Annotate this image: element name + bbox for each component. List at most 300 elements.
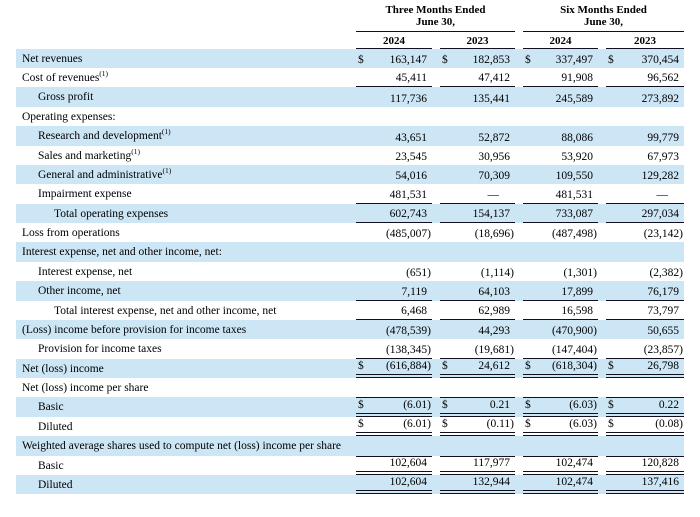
amount-value: (0.11) [486, 418, 514, 431]
column-gap [598, 87, 606, 106]
table-row [16, 107, 684, 126]
amount-value: (618,304) [551, 360, 597, 372]
table-row [16, 223, 684, 242]
table-row [16, 320, 684, 339]
value-cell [523, 359, 598, 378]
value-cell [440, 378, 515, 397]
column-gap [515, 262, 523, 281]
value-cell [606, 436, 684, 455]
amount-value: 53,920 [561, 150, 593, 163]
column-gap [432, 456, 440, 475]
value-cell [606, 242, 684, 261]
value-cell [606, 378, 684, 397]
column-gap [432, 417, 440, 436]
amount-value: 47,412 [478, 72, 510, 85]
column-gap [515, 223, 523, 242]
row-label: Other income, net [38, 285, 121, 298]
table-row [16, 262, 684, 281]
column-gap [432, 49, 440, 68]
amount-value: 44,293 [478, 325, 510, 338]
table-row [16, 417, 684, 436]
dollar-sign: $ [358, 418, 364, 431]
value-cell [440, 417, 515, 436]
table-row [16, 87, 684, 106]
value-cell [356, 339, 432, 358]
column-gap [515, 184, 523, 203]
value-cell [440, 87, 515, 106]
table-row [16, 242, 684, 261]
amount-value: (23,857) [643, 343, 683, 356]
row-label: Research and development$^{(1)}$ [38, 127, 171, 143]
value-cell [440, 301, 515, 320]
amount-value: 273,892 [641, 92, 679, 105]
value-cell [606, 49, 684, 68]
value-cell [356, 359, 432, 378]
dollar-sign: $ [442, 54, 448, 66]
dollar-sign: $ [525, 418, 531, 431]
value-cell [440, 107, 515, 126]
header-spacer [515, 4, 523, 32]
amount-value: 17,899 [561, 285, 593, 298]
table-row [16, 456, 684, 475]
amount-value: — [656, 188, 668, 201]
column-gap [598, 301, 606, 320]
amount-value: 45,411 [395, 72, 427, 85]
row-label: Basic [38, 459, 64, 472]
amount-value: (651) [406, 267, 431, 280]
amount-value: 120,828 [641, 456, 679, 469]
column-gap [515, 204, 523, 223]
value-cell [440, 320, 515, 339]
amount-value: (1,301) [563, 267, 597, 280]
value-cell [440, 281, 515, 300]
amount-value: 54,016 [395, 170, 427, 183]
amount-value: 132,944 [472, 476, 510, 489]
row-label: Gross profit [38, 91, 94, 104]
row-label: Weighted average shares used to compute net (loss) income per share [22, 440, 342, 453]
column-gap [432, 204, 440, 223]
year-header-q-2024: 2024 [356, 33, 432, 49]
value-cell [356, 417, 432, 436]
value-cell [523, 417, 598, 436]
column-gap [432, 68, 440, 87]
three-months-ended-line2: June 30, [415, 16, 456, 29]
dollar-sign: $ [608, 360, 614, 372]
value-cell [356, 320, 432, 339]
column-gap [515, 146, 523, 165]
column-gap [432, 126, 440, 145]
value-cell [440, 359, 515, 378]
column-gap [515, 397, 523, 416]
row-label: Impairment expense [38, 188, 132, 201]
value-cell [356, 87, 432, 106]
column-gap [432, 107, 440, 126]
value-cell [523, 146, 598, 165]
amount-value: 733,087 [555, 208, 593, 220]
amount-value: 91,908 [561, 72, 593, 85]
column-gap [432, 184, 440, 203]
column-gap [598, 262, 606, 281]
column-gap [515, 107, 523, 126]
amount-value: 297,034 [641, 208, 679, 220]
value-cell [606, 456, 684, 475]
value-cell [606, 281, 684, 300]
value-cell [523, 320, 598, 339]
column-gap [598, 475, 606, 494]
value-cell [356, 49, 432, 68]
column-gap [432, 281, 440, 300]
amount-value: 96,562 [647, 72, 679, 85]
value-cell [523, 165, 598, 184]
table-row [16, 378, 684, 397]
row-label: Diluted [38, 420, 73, 433]
value-cell [356, 281, 432, 300]
value-cell [606, 359, 684, 378]
column-gap [598, 68, 606, 87]
amount-value: 62,989 [478, 304, 510, 317]
column-gap [515, 301, 523, 320]
value-cell [606, 126, 684, 145]
column-gap [515, 417, 523, 436]
row-label: Sales and marketing$^{(1)}$ [38, 146, 141, 162]
amount-value: (6.03) [569, 398, 597, 411]
amount-value: 154,137 [472, 208, 510, 220]
year-header-h-2023: 2023 [606, 33, 684, 49]
value-cell [523, 378, 598, 397]
column-gap [598, 49, 606, 68]
column-gap [432, 146, 440, 165]
column-gap [598, 378, 606, 397]
table-row [16, 339, 684, 358]
amount-value: 102,604 [389, 476, 427, 489]
amount-value: 117,736 [390, 92, 427, 105]
column-gap [598, 436, 606, 455]
value-cell [523, 184, 598, 203]
amount-value: 76,179 [647, 285, 679, 298]
value-cell [523, 107, 598, 126]
amount-value: 135,441 [472, 92, 510, 105]
column-gap [432, 87, 440, 106]
value-cell [356, 301, 432, 320]
value-cell [606, 184, 684, 203]
amount-value: 99,779 [647, 131, 679, 144]
amount-value: 102,474 [555, 476, 593, 489]
amount-value: 245,589 [555, 92, 593, 105]
footnote-marker: (1) [131, 146, 141, 156]
column-gap [515, 165, 523, 184]
amount-value: 7,119 [401, 285, 427, 298]
table-row [16, 359, 684, 378]
amount-value: (1,114) [480, 267, 514, 280]
value-cell [606, 417, 684, 436]
value-cell [523, 68, 598, 87]
column-gap [515, 378, 523, 397]
column-gap [598, 242, 606, 261]
row-label: Basic [38, 401, 64, 414]
row-label: Total interest expense, net and other income, net [54, 304, 277, 317]
amount-value: (6.01) [403, 398, 431, 411]
amount-value: 70,309 [478, 170, 510, 183]
dollar-sign: $ [358, 398, 364, 411]
dollar-sign: $ [442, 418, 448, 431]
dollar-sign: $ [608, 398, 614, 411]
amount-value: 26,798 [647, 360, 679, 372]
amount-value: 137,416 [641, 476, 679, 489]
value-cell [523, 397, 598, 416]
amount-value: (18,696) [474, 228, 514, 241]
amount-value: 24,612 [478, 360, 510, 372]
value-cell [606, 204, 684, 223]
amount-value: 102,474 [555, 456, 593, 469]
amount-value: 481,531 [389, 188, 427, 201]
value-cell [356, 456, 432, 475]
amount-value: 182,853 [472, 54, 510, 66]
value-cell [606, 87, 684, 106]
column-gap [598, 126, 606, 145]
column-gap [515, 49, 523, 68]
column-gap [432, 397, 440, 416]
dollar-sign: $ [525, 398, 531, 411]
value-cell [356, 165, 432, 184]
amount-value: 88,086 [561, 131, 593, 144]
column-group-header-row [16, 4, 684, 32]
dollar-sign: $ [608, 54, 614, 66]
column-gap [432, 33, 440, 49]
column-gap [432, 301, 440, 320]
value-cell [440, 126, 515, 145]
amount-value: (485,007) [385, 228, 431, 241]
amount-value: 52,872 [478, 131, 510, 144]
column-gap [515, 359, 523, 378]
table-row [16, 204, 684, 223]
value-cell [523, 242, 598, 261]
dollar-sign: $ [442, 360, 448, 372]
value-cell [606, 68, 684, 87]
amount-value: (23,142) [643, 228, 683, 241]
column-gap [598, 165, 606, 184]
amount-value: (19,681) [474, 343, 514, 356]
row-label: Cost of revenues$^{(1)}$ [22, 69, 109, 84]
column-gap [515, 436, 523, 455]
value-cell [356, 184, 432, 203]
amount-value: (487,498) [551, 228, 597, 241]
column-gap [598, 223, 606, 242]
column-gap [432, 320, 440, 339]
amount-value: 67,973 [647, 150, 679, 163]
amount-value: (138,345) [385, 343, 431, 356]
column-gap [515, 320, 523, 339]
column-gap [515, 126, 523, 145]
value-cell [523, 475, 598, 494]
amount-value: 30,956 [478, 150, 510, 163]
table-row [16, 281, 684, 300]
column-gap [432, 242, 440, 261]
value-cell [356, 378, 432, 397]
column-gap [515, 456, 523, 475]
value-cell [356, 475, 432, 494]
financial-statement-table [16, 4, 684, 494]
table-row [16, 49, 684, 68]
column-gap [598, 359, 606, 378]
year-header-q-2023: 2023 [440, 33, 515, 49]
column-gap [598, 417, 606, 436]
table-row [16, 165, 684, 184]
column-gap [598, 397, 606, 416]
row-label: Operating expenses: [22, 110, 116, 123]
value-cell [356, 242, 432, 261]
column-gap [598, 146, 606, 165]
value-cell [606, 339, 684, 358]
column-gap [598, 184, 606, 203]
dollar-sign: $ [442, 398, 448, 411]
dollar-sign: $ [608, 418, 614, 431]
value-cell [356, 223, 432, 242]
column-gap [515, 475, 523, 494]
amount-value: 0.22 [658, 398, 679, 411]
amount-value: (6.01) [403, 418, 431, 431]
row-label: Net (loss) income [22, 362, 104, 375]
amount-value: (2,382) [649, 267, 683, 280]
dollar-sign: $ [525, 360, 531, 372]
value-cell [523, 456, 598, 475]
amount-value: 481,531 [555, 188, 593, 201]
table-body [16, 49, 684, 495]
six-months-ended-line1: Six Months Ended [560, 4, 647, 16]
value-cell [440, 242, 515, 261]
value-cell [440, 436, 515, 455]
row-label: Net (loss) income per share [22, 382, 149, 394]
value-cell [606, 107, 684, 126]
amount-value: 64,103 [478, 285, 510, 298]
value-cell [440, 184, 515, 203]
amount-value: 163,147 [389, 54, 427, 66]
value-cell [356, 146, 432, 165]
row-label: Interest expense, net [38, 265, 133, 278]
column-gap [515, 281, 523, 300]
column-gap [598, 107, 606, 126]
amount-value: 129,282 [641, 170, 679, 183]
six-months-ended-line2: June 30, [583, 16, 624, 29]
value-cell [440, 165, 515, 184]
footnote-marker: (1) [99, 69, 109, 79]
column-gap [598, 33, 606, 49]
amount-value: (616,884) [385, 360, 431, 372]
value-cell [440, 68, 515, 87]
row-label: Diluted [38, 478, 73, 491]
value-cell [440, 223, 515, 242]
six-months-ended-header [523, 4, 684, 32]
amount-value: 370,454 [641, 54, 679, 66]
column-gap [515, 87, 523, 106]
row-label: (Loss) income before provision for income taxes [22, 323, 247, 336]
amount-value: 0.21 [489, 398, 510, 411]
header-spacer [16, 33, 356, 49]
column-gap [598, 281, 606, 300]
table-row [16, 301, 684, 320]
value-cell [356, 262, 432, 281]
value-cell [356, 397, 432, 416]
value-cell [523, 301, 598, 320]
value-cell [523, 87, 598, 106]
header-spacer [16, 4, 356, 32]
value-cell [356, 126, 432, 145]
value-cell [523, 339, 598, 358]
amount-value: 117,977 [473, 456, 510, 469]
dollar-sign: $ [358, 54, 364, 66]
value-cell [606, 262, 684, 281]
column-gap [598, 320, 606, 339]
column-gap [598, 204, 606, 223]
amount-value: (0.08) [655, 418, 683, 431]
dollar-sign: $ [358, 360, 364, 372]
value-cell [523, 204, 598, 223]
table-row [16, 475, 684, 494]
three-months-ended-line1: Three Months Ended [385, 4, 486, 16]
amount-value: 102,604 [389, 456, 427, 469]
value-cell [606, 223, 684, 242]
value-cell [606, 475, 684, 494]
column-gap [432, 436, 440, 455]
amount-value: 43,651 [395, 131, 427, 144]
column-gap [432, 262, 440, 281]
column-gap [432, 165, 440, 184]
column-gap [432, 223, 440, 242]
value-cell [606, 146, 684, 165]
table-row [16, 146, 684, 165]
amount-value: (478,539) [385, 325, 431, 338]
column-gap [432, 359, 440, 378]
year-header-h-2024: 2024 [523, 33, 598, 49]
dollar-sign: $ [525, 54, 531, 66]
value-cell [523, 126, 598, 145]
value-cell [606, 397, 684, 416]
value-cell [523, 223, 598, 242]
column-gap [432, 378, 440, 397]
row-label: Loss from operations [22, 227, 120, 239]
column-gap [598, 456, 606, 475]
value-cell [606, 301, 684, 320]
value-cell [606, 320, 684, 339]
value-cell [523, 262, 598, 281]
value-cell [440, 262, 515, 281]
amount-value: 602,743 [389, 208, 427, 220]
value-cell [440, 49, 515, 68]
value-cell [440, 456, 515, 475]
table-row [16, 436, 684, 455]
amount-value: 16,598 [561, 304, 593, 317]
value-cell [440, 204, 515, 223]
value-cell [440, 146, 515, 165]
value-cell [440, 397, 515, 416]
amount-value: 337,497 [555, 54, 593, 66]
footnote-marker: (1) [162, 166, 172, 176]
table-row [16, 184, 684, 203]
value-cell [523, 436, 598, 455]
column-gap [598, 339, 606, 358]
row-label: Total operating expenses [54, 207, 169, 220]
row-label: Interest expense, net and other income, net: [22, 246, 222, 259]
footnote-marker: (1) [161, 127, 171, 137]
amount-value: 50,655 [647, 325, 679, 338]
table-row [16, 397, 684, 416]
value-cell [606, 165, 684, 184]
row-label: General and administrative$^{(1)}$ [38, 166, 172, 181]
value-cell [523, 49, 598, 68]
row-label: Net revenues [22, 52, 83, 65]
value-cell [356, 68, 432, 87]
table-row [16, 126, 684, 145]
table-row [16, 68, 684, 87]
